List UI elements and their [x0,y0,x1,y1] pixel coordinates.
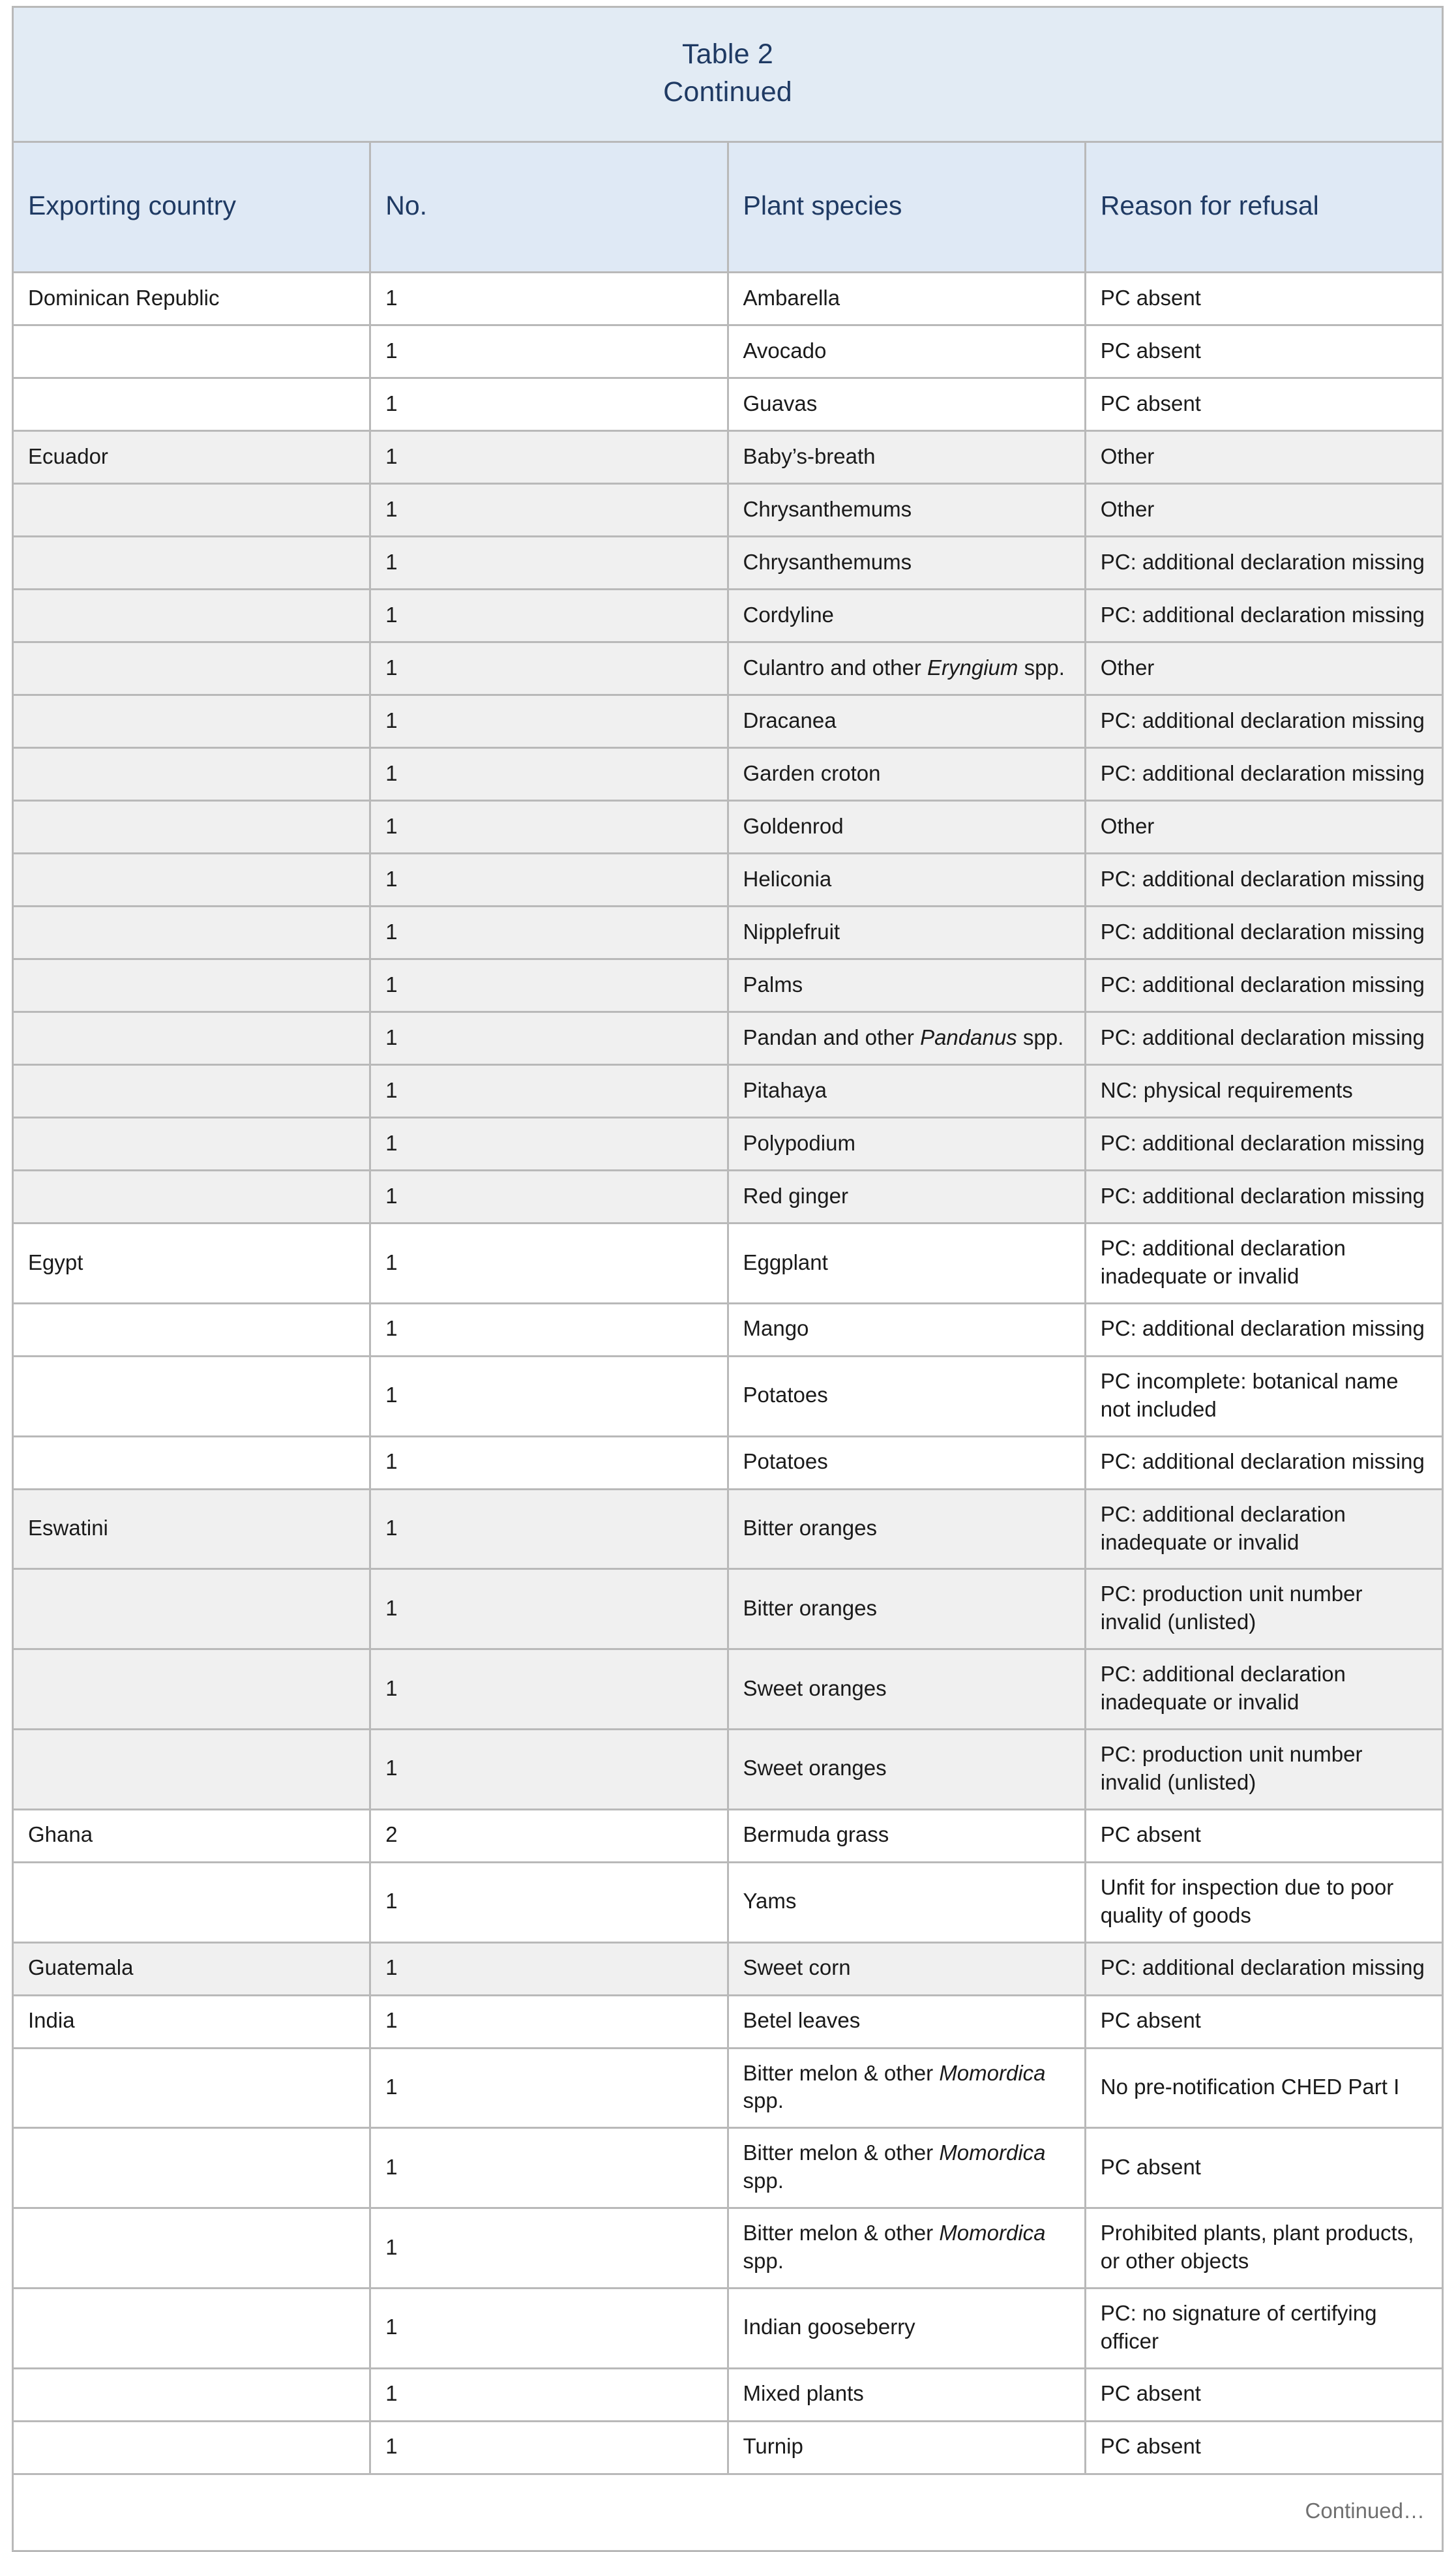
cell-count: 1 [370,2421,728,2474]
table-row [13,1436,1443,1489]
cell-reason-for-refusal: Other [1085,801,1442,854]
species-common-name: Bitter melon & other [743,2060,940,2085]
table-row [13,642,1443,695]
cell-count: 1 [370,1436,728,1489]
species-genus-italic: Momordica [939,2140,1046,2165]
cell-exporting-country: Ghana [13,1809,370,1862]
cell-plant-species [728,642,1085,695]
table-row [13,2288,1443,2368]
cell-count: 1 [370,325,728,378]
cell-count: 1 [370,484,728,537]
cell-count: 1 [370,1995,728,2048]
cell-plant-species: Bermuda grass [728,1809,1085,1862]
cell-reason-for-refusal: PC absent [1085,2128,1442,2208]
cell-count: 1 [370,1356,728,1436]
table-row [13,1862,1443,1942]
species-suffix: spp. [1017,1025,1064,1049]
cell-exporting-country [13,1012,370,1065]
cell-exporting-country: Ecuador [13,431,370,484]
cell-plant-species [728,1012,1085,1065]
cell-count: 1 [370,537,728,590]
table-row [13,378,1443,431]
species-common-name: Bitter melon & other [743,2221,940,2245]
table-row [13,1995,1443,2048]
cell-plant-species: Ambarella [728,273,1085,325]
table-title: Table 2 [681,38,774,70]
cell-count: 1 [370,2208,728,2289]
cell-reason-for-refusal: PC: additional declaration missing [1085,537,1442,590]
cell-plant-species: Bitter oranges [728,1569,1085,1649]
cell-exporting-country [13,537,370,590]
table-row [13,748,1443,801]
species-common-name: Pandan and other [743,1025,921,1049]
cell-plant-species: Red ginger [728,1171,1085,1223]
cell-plant-species: Nipplefruit [728,907,1085,959]
cell-reason-for-refusal: PC: additional declaration missing [1085,1118,1442,1171]
cell-exporting-country [13,1118,370,1171]
table-row [13,1809,1443,1862]
cell-plant-species: Betel leaves [728,1995,1085,2048]
table-footer-row [13,2474,1443,2551]
cell-plant-species: Baby’s-breath [728,431,1085,484]
table-foot [13,2474,1443,2551]
cell-plant-species: Sweet oranges [728,1649,1085,1730]
column-header-reason-for-refusal: Reason for refusal [1085,142,1442,273]
cell-reason-for-refusal: PC absent [1085,1809,1442,1862]
cell-count: 1 [370,801,728,854]
cell-reason-for-refusal: PC absent [1085,1995,1442,2048]
table-row [13,1730,1443,1810]
cell-plant-species: Palms [728,959,1085,1012]
cell-exporting-country [13,2048,370,2128]
cell-exporting-country [13,1065,370,1118]
cell-exporting-country [13,1171,370,1223]
cell-reason-for-refusal: PC: additional declaration missing [1085,1171,1442,1223]
table-row [13,1012,1443,1065]
cell-plant-species: Polypodium [728,1118,1085,1171]
cell-plant-species: Heliconia [728,854,1085,907]
cell-reason-for-refusal: PC: additional declaration inadequate or invalid [1085,1489,1442,1569]
cell-reason-for-refusal: PC: additional declaration inadequate or invalid [1085,1223,1442,1304]
cell-exporting-country [13,959,370,1012]
table-row [13,2421,1443,2474]
cell-plant-species: Eggplant [728,1223,1085,1304]
cell-plant-species: Guavas [728,378,1085,431]
cell-plant-species: Potatoes [728,1356,1085,1436]
cell-count: 1 [370,431,728,484]
cell-reason-for-refusal: PC: no signature of certifying officer [1085,2288,1442,2368]
cell-count: 1 [370,1649,728,1730]
cell-exporting-country [13,1649,370,1730]
cell-exporting-country [13,907,370,959]
continued-note: Continued… [13,2474,1443,2551]
cell-count: 1 [370,2048,728,2128]
cell-exporting-country [13,695,370,748]
species-genus-italic: Momordica [939,2221,1046,2245]
cell-exporting-country: India [13,1995,370,2048]
cell-count: 1 [370,1489,728,1569]
table-container [12,6,1444,2552]
cell-exporting-country [13,484,370,537]
species-suffix: spp. [743,2169,784,2193]
cell-plant-species: Garden croton [728,748,1085,801]
table-header-row [13,142,1443,273]
cell-count: 1 [370,2288,728,2368]
cell-count: 1 [370,2368,728,2421]
cell-reason-for-refusal: PC: production unit number invalid (unlisted) [1085,1569,1442,1649]
cell-reason-for-refusal: PC: additional declaration missing [1085,748,1442,801]
table-row [13,1942,1443,1995]
cell-exporting-country [13,325,370,378]
cell-count: 1 [370,1012,728,1065]
table-row [13,1489,1443,1569]
table-row [13,431,1443,484]
cell-exporting-country [13,1303,370,1356]
cell-count: 2 [370,1809,728,1862]
table-row [13,1303,1443,1356]
cell-reason-for-refusal: PC: additional declaration missing [1085,907,1442,959]
cell-reason-for-refusal: PC: additional declaration missing [1085,854,1442,907]
cell-reason-for-refusal: PC: additional declaration inadequate or invalid [1085,1649,1442,1730]
cell-exporting-country [13,1730,370,1810]
cell-count: 1 [370,1569,728,1649]
column-header-no: No. [370,142,728,273]
cell-exporting-country [13,2421,370,2474]
cell-exporting-country [13,1356,370,1436]
cell-count: 1 [370,854,728,907]
cell-reason-for-refusal: PC incomplete: botanical name not included [1085,1356,1442,1436]
cell-plant-species: Turnip [728,2421,1085,2474]
cell-plant-species [728,2208,1085,2289]
cell-reason-for-refusal: PC: additional declaration missing [1085,959,1442,1012]
table-row [13,2128,1443,2208]
cell-plant-species: Sweet oranges [728,1730,1085,1810]
cell-exporting-country [13,801,370,854]
cell-exporting-country: Egypt [13,1223,370,1304]
cell-plant-species: Goldenrod [728,801,1085,854]
cell-reason-for-refusal: Other [1085,431,1442,484]
table-row [13,325,1443,378]
cell-reason-for-refusal: NC: physical requirements [1085,1065,1442,1118]
cell-exporting-country: Dominican Republic [13,273,370,325]
cell-plant-species: Bitter oranges [728,1489,1085,1569]
table-row [13,1569,1443,1649]
cell-reason-for-refusal: PC: additional declaration missing [1085,1012,1442,1065]
table-row [13,2368,1443,2421]
species-suffix: spp. [1018,655,1065,680]
cell-reason-for-refusal: PC: additional declaration missing [1085,1436,1442,1489]
cell-plant-species [728,2128,1085,2208]
table-row [13,1356,1443,1436]
species-common-name: Culantro and other [743,655,928,680]
cell-exporting-country: Eswatini [13,1489,370,1569]
cell-plant-species: Chrysanthemums [728,537,1085,590]
table-row [13,907,1443,959]
cell-plant-species: Mixed plants [728,2368,1085,2421]
cell-exporting-country [13,748,370,801]
cell-plant-species: Avocado [728,325,1085,378]
column-header-exporting-country: Exporting country [13,142,370,273]
cell-exporting-country [13,1436,370,1489]
cell-count: 1 [370,1303,728,1356]
cell-reason-for-refusal: PC absent [1085,325,1442,378]
cell-count: 1 [370,1862,728,1942]
cell-count: 1 [370,959,728,1012]
cell-count: 1 [370,273,728,325]
table-title-cell [13,7,1443,142]
cell-reason-for-refusal: PC absent [1085,273,1442,325]
table-row [13,695,1443,748]
table-title-continued: Continued [663,76,792,108]
table-row [13,1118,1443,1171]
table-row [13,2048,1443,2128]
table-row [13,2208,1443,2289]
cell-exporting-country [13,2128,370,2208]
cell-exporting-country [13,2208,370,2289]
cell-count: 1 [370,748,728,801]
cell-plant-species: Mango [728,1303,1085,1356]
cell-plant-species: Chrysanthemums [728,484,1085,537]
cell-reason-for-refusal: PC absent [1085,2368,1442,2421]
cell-count: 1 [370,1223,728,1304]
cell-reason-for-refusal: PC absent [1085,2421,1442,2474]
table-row [13,854,1443,907]
cell-count: 1 [370,1118,728,1171]
cell-reason-for-refusal: No pre-notification CHED Part I [1085,2048,1442,2128]
cell-reason-for-refusal: PC: additional declaration missing [1085,695,1442,748]
cell-plant-species: Yams [728,1862,1085,1942]
cell-reason-for-refusal: Prohibited plants, plant products, or other objects [1085,2208,1442,2289]
species-suffix: spp. [743,2088,784,2113]
cell-reason-for-refusal: PC: production unit number invalid (unlisted) [1085,1730,1442,1810]
cell-exporting-country [13,590,370,642]
cell-count: 1 [370,1730,728,1810]
table-row [13,537,1443,590]
cell-reason-for-refusal: PC: additional declaration missing [1085,1942,1442,1995]
table-row [13,484,1443,537]
cell-count: 1 [370,378,728,431]
cell-count: 1 [370,695,728,748]
species-suffix: spp. [743,2249,784,2274]
cell-count: 1 [370,1942,728,1995]
table-row [13,1065,1443,1118]
cell-plant-species: Cordyline [728,590,1085,642]
cell-exporting-country [13,2288,370,2368]
table-row [13,273,1443,325]
species-genus-italic: Pandanus [920,1025,1017,1049]
cell-plant-species: Pitahaya [728,1065,1085,1118]
species-genus-italic: Eryngium [927,655,1018,680]
cell-exporting-country [13,2368,370,2421]
table-body [13,273,1443,2474]
column-header-plant-species: Plant species [728,142,1085,273]
table-row [13,959,1443,1012]
cell-reason-for-refusal: Other [1085,642,1442,695]
table-title-row [13,7,1443,142]
cell-count: 1 [370,1065,728,1118]
cell-exporting-country [13,378,370,431]
cell-plant-species: Sweet corn [728,1942,1085,1995]
table-row [13,590,1443,642]
cell-plant-species: Potatoes [728,1436,1085,1489]
cell-reason-for-refusal: PC absent [1085,378,1442,431]
table-row [13,1649,1443,1730]
cell-reason-for-refusal: Other [1085,484,1442,537]
cell-count: 1 [370,642,728,695]
cell-count: 1 [370,1171,728,1223]
cell-count: 1 [370,590,728,642]
cell-reason-for-refusal: PC: additional declaration missing [1085,1303,1442,1356]
cell-count: 1 [370,2128,728,2208]
cell-plant-species [728,2048,1085,2128]
cell-reason-for-refusal: Unfit for inspection due to poor quality of goods [1085,1862,1442,1942]
cell-plant-species: Dracanea [728,695,1085,748]
table-row [13,801,1443,854]
cell-exporting-country [13,1862,370,1942]
table-row [13,1171,1443,1223]
cell-exporting-country [13,642,370,695]
cell-exporting-country [13,1569,370,1649]
table-row [13,1223,1443,1304]
cell-exporting-country: Guatemala [13,1942,370,1995]
cell-count: 1 [370,907,728,959]
cell-exporting-country [13,854,370,907]
species-common-name: Bitter melon & other [743,2140,940,2165]
cell-plant-species: Indian gooseberry [728,2288,1085,2368]
cell-reason-for-refusal: PC: additional declaration missing [1085,590,1442,642]
species-genus-italic: Momordica [939,2060,1046,2085]
table-head [13,7,1443,273]
refusals-table [12,6,1444,2552]
